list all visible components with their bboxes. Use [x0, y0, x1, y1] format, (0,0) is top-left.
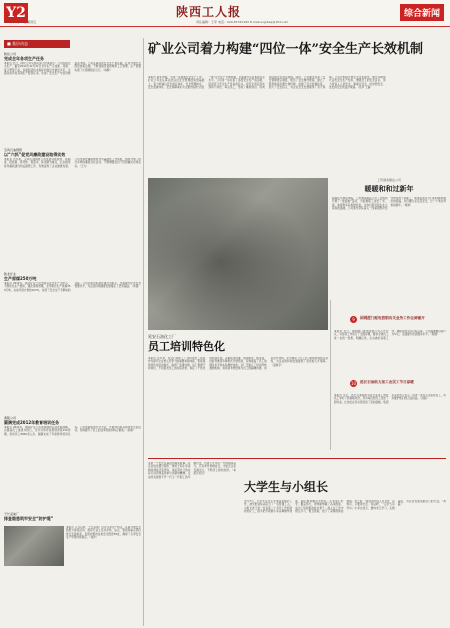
- news-body: 本报讯 近年来，宝鸡石油钢管公司党委以抓教育、抓制度、抓监督、抓考核、抓落实、抓创新为重点，扎实推进党风廉政建设和反腐败工作，有效促进了企业健康发展。公司坚持把廉政教育作为基础性工作来抓，组织开展了形式多样的廉政文化活动，不断增强党员干部的廉洁自律意识。（王力）: [4, 158, 141, 168]
- column-divider: [143, 38, 144, 626]
- brief-number: 10: [350, 381, 357, 386]
- news-kicker: 子长采油厂: [4, 512, 20, 516]
- section-rule: [148, 458, 446, 459]
- news-body: 本报讯 入冬以来，子长采油厂针对冬季生产特点，认真开展安全隐患大排查活动，组织专业人员对井场、站点、管线等重点部位进行全面检查，发现并整改各类安全隐患56处，确保了冬季安全生产形势持续稳定。（刘洋）: [66, 526, 141, 540]
- news-photo: [4, 526, 64, 566]
- brief-item: [350, 380, 446, 386]
- feature-right: [332, 178, 446, 309]
- feature-kicker: 工贸港务镇法公司: [376, 178, 401, 182]
- main-headline: 矿业公司着力构建“四位一体”安全生产长效机制: [148, 42, 423, 57]
- brief-title: 延长石油助力加工农民工节日添暖: [360, 380, 414, 384]
- news-body: 本报讯 2012年，黄陵矿业公司紧紧围绕企业发展战略，以提高员工素质为核心，全年共举办各类培训班120余期，培训员工8000余人次，圆满完成了年度教育培训任务。公司创新培训方式方法，开展岗位练兵和技术比武活动，有效提升了员工的业务技能和综合素质。（赵敏）: [4, 426, 141, 436]
- bottom-left-body: 这是一个发生在基层的真实故事。在企业的发展过程中，像老王和小李这样的师徒还有很多，他们用自己的实际行动诠释着传承与创新的精神。企业的发展离不开一代又一代职工的辛勤付出，也离不开年轻一代的接续奋斗。只有老中青相结合，才能让企业充满活力，不断迈上新的台阶。（本报评论员）: [148, 462, 236, 479]
- main-article-body: 本报讯 新年伊始，为进一步加强安全生产工作，矿业公司在认真总结以往安全管理经验的基础上，着力构建以安全责任体系、安全管理体系、安全监督体系、安全保障体系为主要内容的“四位一体”安全生产长效机制，全面提升企业本质安全水平。公司进一步完善了各级安全生产责任制，层层签订安全生产目标责任书，将安全责任落实到每个岗位、每名员工，形成了横向到边、纵向到底的安全责任网络。同时，公司健全完善了安全管理规章制度，规范了安全操作规程，建立了隐患排查治理长效机制，加强了安全监督检查，加大了安全投入，为企业安全发展提供了有力保障。公司还积极开展安全文化建设，通过多种形式宣传安全生产知识，增强员工的安全意识，努力营造人人讲安全、事事为安全、时时想安全、处处保安全的良好氛围。（张华 王磊）: [148, 76, 386, 90]
- brief-body: 本报讯 近日，延长石油集团为在企业务工的农民工举办了新春联欢会，并为每位农民工送去了慰问品，让他们在异乡感受到了家的温暖。集团有关负责人表示，将进一步关心关爱农民工，切实维护他们的合法权益。（孙丽）: [334, 394, 446, 404]
- training-article: [148, 334, 328, 457]
- news-title: 以“六抓”促党风廉政建设取得实效: [4, 152, 66, 157]
- brief-title: 国网澄门配电营销有关业务工作全面铺开: [360, 316, 425, 320]
- page-header: [0, 0, 450, 27]
- news-title: 圆满完成2012年教育培训任务: [4, 420, 60, 425]
- training-title: 员工培训特色化: [148, 340, 225, 353]
- news-kicker: 宝鸡石油钢管: [4, 148, 23, 152]
- news-item: [4, 52, 141, 134]
- bottom-headline: 大学生与小组长: [244, 480, 329, 494]
- column-divider: [330, 300, 331, 450]
- news-title: 排查隐患筑牢安全“防护堤”: [4, 516, 54, 521]
- news-item: [4, 148, 141, 250]
- training-body: 本报讯 近年来，延安石油化工厂坚持把员工培训作为提升企业核心竞争力的重要举措来抓，积极探索特色化培训模式，取得了显著成效。该厂根据不同岗位、不同层次员工的实际需求，制定了个性化的培训计划，采取集中授课、现场教学、师带徒、技能竞赛等多种形式开展培训，有效提高了员工的理论水平和实际操作技能。该厂还建立了培训考核激励机制，将培训考核结果与员工的薪酬待遇、岗位晋升挂钩，充分调动了员工学习的积极性和主动性，为企业的持续发展提供了坚实的人才保障。（高新宇）: [148, 357, 328, 371]
- feature-body: 新春佳节即将来临，工贸港务镇法公司工会组织开展了“送温暖”活动，为困难职工送去了米、面、油等慰问品和慰问金，让他们感受到企业大家庭的温暖。公司领导带队深入一线看望慰问坚守岗位的干部职工，向他们致以节日的问候和美好的祝福，并叮嘱大家注意安全，过一个欢乐祥和的新年。（周婷）: [332, 197, 446, 211]
- news-kicker: 黄陵公司: [4, 416, 17, 420]
- bottom-article-body: 去年7月，大学毕业生小李来到某煤矿工作，被分配到综采队当了一名普通工人。小组长老王是一位有着二十多年工作经验的老矿工，他手把手地教小李各种操作技能，耐心地讲解安全知识。小李虚心好学，勤奋努力，很快就掌握了各项技能，成为了班组里的技术骨干。两人在工作中相互学习、相互帮助，结下了深厚的师徒情谊。老王说：“现在的年轻人有文化、有知识，只要肯吃苦、肯钻研，一定会大有作为。”小李也表示，要向老王学习，扎根基层，为企业发展贡献自己的力量。（郑磊）: [244, 500, 446, 514]
- news-title: 完成全年各项生产任务: [4, 56, 44, 61]
- masthead: 陕西工人报: [176, 5, 242, 19]
- news-item: [4, 272, 141, 397]
- column-bar-title: ■ 基层动态: [4, 40, 70, 48]
- editor-info: 责任编辑：王军 电话：029-87331182 E-mail:sxgrbsq@163.com: [196, 20, 289, 24]
- news-kicker: 陕北矿业: [4, 272, 17, 276]
- news-title: 生产原煤250万吨: [4, 276, 37, 281]
- training-kicker: 延安石油化工厂: [148, 334, 176, 339]
- news-kicker: 陕化公司: [4, 52, 17, 56]
- brief-number: 9: [350, 316, 357, 323]
- news-body: 本报讯 2012年，陕北矿业公司坚持以安全生产为中心，不断优化生产组织，强化现场管理，全年累计生产原煤250万吨，完成年度计划的103%，实现了安全生产无事故的目标。公司以质量标准化建设为抓手，全面提升矿井安全管理水平，为企业持续健康发展奠定了坚实基础。（李强）: [4, 282, 141, 292]
- news-item: [4, 416, 141, 504]
- left-column: [4, 40, 141, 626]
- section-label: 综合新闻: [400, 4, 444, 21]
- brief-item: [352, 316, 446, 322]
- brief-body: 本报讯 近日，国网澄门配电营销公司召开会议，对各项工作进行了全面部署，要求全体员工进一步统一思想，明确任务，扎实做好各项工作，确保完成全年目标任务。公司强调要以客户为中心，全面提升优质服务水平。（陈刚）: [334, 330, 446, 340]
- issue-date: 2013年1月11日 星期五: [4, 20, 37, 24]
- news-item: [4, 512, 141, 540]
- news-body: 本报讯 近日，陕化公司从相关部门传来消息：公司连续安全生产，截至2012年12月31日全年生产合成氨、尿素、复合肥等产品，各项经济技术指标均创历史最好水平，全面完成年度各项生产经营任务，实现了安全生产与经济效益双丰收。公司认真落实安全生产责任制，扎实开展安全隐患排查治理，不断加强设备管理和工艺管理，生产装置实现了长周期稳定运行。（杨柳）: [4, 62, 141, 76]
- feature-photo-overlay: [148, 178, 328, 330]
- feature-title: 暖暖和和过新年: [364, 184, 414, 193]
- page-number-badge: Y2: [4, 3, 28, 23]
